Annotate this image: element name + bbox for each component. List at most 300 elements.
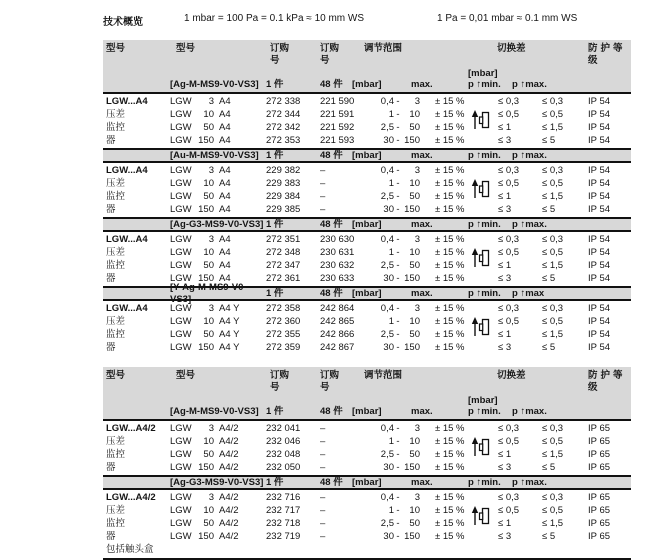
table-row	[103, 134, 631, 147]
range-separator: -	[396, 518, 400, 529]
range-min: 1	[388, 178, 394, 189]
diff-subheader	[464, 68, 510, 90]
model-suffix: A4	[219, 273, 231, 284]
p-min-cell: ≤ 0,3	[498, 303, 520, 314]
model-cell	[170, 134, 264, 147]
range-separator: -	[396, 273, 400, 284]
p-min-label: p ↑min.	[468, 406, 501, 417]
pressure-rise-icon	[470, 436, 492, 458]
model-cell	[170, 491, 264, 504]
order-single-cell: 272 359	[266, 342, 301, 353]
range-max: 3	[414, 165, 420, 176]
order-bulk-cell: –	[320, 191, 326, 202]
p-min-cell: ≤ 0,5	[498, 505, 520, 516]
model-prefix: LGW	[170, 329, 192, 340]
range-cell	[376, 448, 426, 461]
model-cell	[170, 302, 264, 315]
model-suffix: A4/2	[219, 449, 239, 460]
protection-cell: IP 54	[588, 96, 611, 107]
order-bulk-cell: –	[320, 204, 326, 215]
tolerance-cell: ± 15 %	[435, 109, 465, 120]
p-min-cell: ≤ 3	[498, 462, 512, 473]
conversion-secondary: 1 Pa = 0,01 mbar ≈ 0.1 mm WS	[437, 13, 578, 24]
p-min-cell: ≤ 0,5	[498, 109, 520, 120]
tolerance-cell: ± 15 %	[435, 492, 465, 503]
order-single-cell: 232 716	[266, 492, 301, 503]
range-min: 2,5	[380, 122, 394, 133]
range-separator: -	[396, 342, 400, 353]
protection-cell: IP 65	[588, 462, 611, 473]
protection-cell: IP 65	[588, 531, 611, 542]
p-min-cell: ≤ 1	[498, 122, 512, 133]
order-bulk-cell: –	[320, 462, 326, 473]
variant-code: [Y-Ag-M-MS9-V0-VS3]	[170, 281, 247, 305]
group-label-line: 器	[106, 531, 116, 542]
model-prefix: LGW	[170, 505, 192, 516]
model-size: 3	[208, 96, 214, 107]
model-prefix: LGW	[170, 178, 192, 189]
range-max: 50	[409, 449, 420, 460]
p-min-cell: ≤ 0,3	[498, 96, 520, 107]
tolerance-cell: ± 15 %	[435, 505, 465, 516]
range-cell	[376, 517, 426, 530]
tolerance-cell: ± 15 %	[435, 518, 465, 529]
model-group-label	[106, 302, 148, 354]
range-max: 150	[404, 462, 420, 473]
range-max: 3	[414, 492, 420, 503]
model-block	[103, 217, 631, 286]
tolerance-cell: ± 15 %	[435, 122, 465, 133]
model-cell	[170, 448, 264, 461]
variant-code: [Au-M-MS9-V0-VS3]	[170, 149, 259, 161]
variant-code: [Ag-G3-MS9-V0-VS3]	[170, 218, 264, 230]
model-cell	[170, 422, 264, 435]
range-unit-label: [mbar]	[352, 79, 382, 90]
range-cell	[376, 315, 426, 328]
range-cell	[376, 435, 426, 448]
range-unit-label: [mbar]	[352, 476, 382, 488]
order-bulk-cell: –	[320, 178, 326, 189]
page-title: 技术概览	[103, 17, 143, 28]
range-separator: -	[396, 462, 400, 473]
range-min: 1	[388, 247, 394, 258]
col-title-protection: 防护等级	[588, 43, 626, 66]
range-cell	[376, 302, 426, 315]
group-label-line: 监控	[106, 449, 126, 460]
variant-band	[103, 217, 631, 232]
range-cell	[376, 341, 426, 354]
range-cell	[376, 422, 426, 435]
p-max-cell: ≤ 1,5	[542, 518, 564, 529]
p-max-cell: ≤ 0,3	[542, 165, 564, 176]
table-row	[103, 108, 631, 121]
order-bulk-cell: 221 593	[320, 135, 355, 146]
tolerance-cell: ± 15 %	[435, 436, 465, 447]
model-cell	[170, 435, 264, 448]
tolerance-cell: ± 15 %	[435, 316, 465, 327]
table-footer	[103, 544, 631, 560]
model-group-label	[106, 164, 148, 216]
tolerance-cell: ± 15 %	[435, 423, 465, 434]
range-cell	[376, 203, 426, 216]
model-prefix: LGW	[170, 260, 192, 271]
model-size: 50	[203, 329, 214, 340]
protection-cell: IP 65	[588, 505, 611, 516]
order-bulk-cell: –	[320, 165, 326, 176]
range-separator: -	[396, 204, 400, 215]
variant-subheader-row	[103, 395, 631, 419]
col-title-model-group: 型号	[106, 43, 126, 54]
range-cell	[376, 177, 426, 190]
group-label-line: 压差	[106, 247, 126, 258]
range-separator: -	[396, 234, 400, 245]
range-min: 0,4	[380, 423, 394, 434]
range-min: 0,4	[380, 303, 394, 314]
col-title-model: 型号	[176, 43, 196, 54]
range-separator: -	[396, 303, 400, 314]
p-max-cell: ≤ 5	[542, 462, 556, 473]
p-max-cell: ≤ 5	[542, 273, 556, 284]
range-min: 1	[388, 436, 394, 447]
p-min-label: p ↑min.	[468, 149, 501, 161]
order-single-cell: 272 347	[266, 260, 301, 271]
range-max-label: max.	[411, 79, 433, 90]
range-min: 0,4	[380, 165, 394, 176]
model-cell	[170, 164, 264, 177]
model-prefix: LGW	[170, 273, 192, 284]
variant-code: [Ag-M-MS9-V0-VS3]	[170, 79, 259, 90]
tolerance-cell: ± 15 %	[435, 273, 465, 284]
block-rows	[103, 232, 631, 286]
model-prefix: LGW	[170, 531, 192, 542]
p-max-cell: ≤ 1,5	[542, 122, 564, 133]
protection-cell: IP 54	[588, 165, 611, 176]
model-cell	[170, 341, 264, 354]
p-max-cell: ≤ 5	[542, 531, 556, 542]
range-unit-label: [mbar]	[352, 149, 382, 161]
range-min: 30	[383, 531, 394, 542]
range-min: 2,5	[380, 191, 394, 202]
tolerance-cell: ± 15 %	[435, 204, 465, 215]
order-single-cell: 272 338	[266, 96, 301, 107]
protection-cell: IP 65	[588, 518, 611, 529]
table-row	[103, 448, 631, 461]
range-separator: -	[396, 449, 400, 460]
p-max-cell: ≤ 1,5	[542, 449, 564, 460]
order-bulk-cell: 242 866	[320, 329, 355, 340]
protection-cell: IP 54	[588, 109, 611, 120]
protection-cell: IP 65	[588, 449, 611, 460]
p-min-label: p ↑min.	[468, 476, 501, 488]
qty-single-label: 1 件	[266, 406, 284, 417]
range-max: 3	[414, 303, 420, 314]
col-title-order-single: 订购号	[270, 370, 290, 393]
p-max-cell: ≤ 0,5	[542, 178, 564, 189]
variant-band	[103, 148, 631, 163]
table-row	[103, 435, 631, 448]
table-row	[103, 233, 631, 246]
tolerance-cell: ± 15 %	[435, 462, 465, 473]
p-max-cell: ≤ 0,5	[542, 505, 564, 516]
p-max-cell: ≤ 0,3	[542, 492, 564, 503]
order-bulk-cell: 221 592	[320, 122, 355, 133]
order-bulk-cell: –	[320, 449, 326, 460]
qty-single-label: 1 件	[266, 476, 284, 488]
range-separator: -	[396, 260, 400, 271]
model-size: 150	[198, 462, 214, 473]
model-suffix: A4	[219, 178, 231, 189]
p-max-cell: ≤ 0,5	[542, 316, 564, 327]
order-bulk-cell: 221 590	[320, 96, 355, 107]
p-max-label: p ↑max.	[512, 149, 547, 161]
model-series-label: LGW...A4	[106, 303, 148, 314]
model-size: 50	[203, 122, 214, 133]
range-separator: -	[396, 247, 400, 258]
model-suffix: A4/2	[219, 518, 239, 529]
tolerance-cell: ± 15 %	[435, 303, 465, 314]
p-min-cell: ≤ 0,5	[498, 436, 520, 447]
model-cell	[170, 504, 264, 517]
table-row	[103, 190, 631, 203]
range-cell	[376, 121, 426, 134]
range-min: 1	[388, 316, 394, 327]
model-size: 10	[203, 109, 214, 120]
p-min-cell: ≤ 1	[498, 191, 512, 202]
model-group-label	[106, 95, 148, 147]
qty-bulk-label: 48 件	[320, 476, 343, 488]
model-size: 150	[198, 273, 214, 284]
block-rows	[103, 301, 631, 355]
p-max-label: p ↑max	[512, 287, 545, 299]
model-prefix: LGW	[170, 204, 192, 215]
range-min: 30	[383, 342, 394, 353]
model-series-label: LGW...A4	[106, 96, 148, 107]
tolerance-cell: ± 15 %	[435, 247, 465, 258]
range-cell	[376, 491, 426, 504]
group-label-line: 压差	[106, 436, 126, 447]
range-cell	[376, 328, 426, 341]
p-min-cell: ≤ 3	[498, 204, 512, 215]
protection-cell: IP 54	[588, 234, 611, 245]
range-max: 150	[404, 135, 420, 146]
order-single-cell: 229 383	[266, 178, 301, 189]
range-cell	[376, 134, 426, 147]
col-title-range: 调节范围	[364, 43, 403, 54]
protection-cell: IP 54	[588, 273, 611, 284]
model-size: 3	[208, 165, 214, 176]
model-cell	[170, 108, 264, 121]
model-prefix: LGW	[170, 96, 192, 107]
model-size: 150	[198, 135, 214, 146]
variant-band	[103, 475, 631, 490]
order-bulk-cell: 230 632	[320, 260, 355, 271]
range-separator: -	[396, 492, 400, 503]
p-max-cell: ≤ 5	[542, 204, 556, 215]
order-bulk-cell: –	[320, 492, 326, 503]
p-min-cell: ≤ 3	[498, 273, 512, 284]
qty-bulk-label: 48 件	[320, 218, 343, 230]
tolerance-cell: ± 15 %	[435, 165, 465, 176]
range-cell	[376, 272, 426, 285]
model-suffix: A4/2	[219, 436, 239, 447]
model-cell	[170, 203, 264, 216]
model-prefix: LGW	[170, 423, 192, 434]
protection-cell: IP 54	[588, 191, 611, 202]
conversion-primary: 1 mbar = 100 Pa = 0.1 kPa ≈ 10 mm WS	[184, 13, 365, 24]
table-row	[103, 95, 631, 108]
range-separator: -	[396, 505, 400, 516]
range-separator: -	[396, 531, 400, 542]
model-prefix: LGW	[170, 518, 192, 529]
group-label-line: 监控	[106, 122, 126, 133]
group-label-line: 压差	[106, 316, 126, 327]
range-min: 1	[388, 109, 394, 120]
model-size: 3	[208, 234, 214, 245]
model-suffix: A4 Y	[219, 316, 240, 327]
model-cell	[170, 177, 264, 190]
table-row	[103, 315, 631, 328]
p-max-cell: ≤ 0,3	[542, 96, 564, 107]
qty-single-label: 1 件	[266, 79, 284, 90]
model-prefix: LGW	[170, 449, 192, 460]
order-bulk-cell: 242 867	[320, 342, 355, 353]
pressure-rise-icon	[470, 316, 492, 338]
block-rows	[103, 490, 631, 544]
range-separator: -	[396, 316, 400, 327]
model-cell	[170, 246, 264, 259]
model-size: 150	[198, 531, 214, 542]
model-prefix: LGW	[170, 247, 192, 258]
model-cell	[170, 315, 264, 328]
p-max-label: p ↑max.	[512, 218, 547, 230]
pressure-rise-icon	[470, 247, 492, 269]
model-suffix: A4	[219, 109, 231, 120]
model-suffix: A4/2	[219, 462, 239, 473]
range-separator: -	[396, 135, 400, 146]
table-row	[103, 164, 631, 177]
model-size: 10	[203, 505, 214, 516]
range-max-label: max.	[411, 149, 433, 161]
order-bulk-cell: –	[320, 531, 326, 542]
model-block	[103, 421, 631, 475]
table-row	[103, 177, 631, 190]
range-cell	[376, 190, 426, 203]
range-max-label: max.	[411, 476, 433, 488]
order-single-cell: 232 718	[266, 518, 301, 529]
diff-unit-label: [mbar]	[468, 395, 498, 406]
table-row	[103, 328, 631, 341]
range-max: 150	[404, 342, 420, 353]
model-size: 10	[203, 436, 214, 447]
order-bulk-cell: –	[320, 505, 326, 516]
range-cell	[376, 246, 426, 259]
model-prefix: LGW	[170, 234, 192, 245]
model-size: 10	[203, 316, 214, 327]
col-title-order-bulk: 订购号	[320, 370, 340, 393]
column-titles-row	[103, 43, 631, 68]
range-max: 3	[414, 423, 420, 434]
table-row	[103, 246, 631, 259]
model-size: 150	[198, 342, 214, 353]
model-block	[103, 148, 631, 217]
model-suffix: A4/2	[219, 423, 239, 434]
table-row	[103, 422, 631, 435]
order-single-cell: 272 348	[266, 247, 301, 258]
model-suffix: A4	[219, 165, 231, 176]
p-max-cell: ≤ 0,5	[542, 109, 564, 120]
variant-subheader-row	[103, 68, 631, 92]
range-max: 10	[409, 316, 420, 327]
range-separator: -	[396, 122, 400, 133]
range-max: 150	[404, 531, 420, 542]
protection-cell: IP 54	[588, 122, 611, 133]
p-max-cell: ≤ 5	[542, 135, 556, 146]
range-max: 3	[414, 96, 420, 107]
range-min: 30	[383, 462, 394, 473]
model-prefix: LGW	[170, 303, 192, 314]
p-min-cell: ≤ 0,3	[498, 234, 520, 245]
range-separator: -	[396, 436, 400, 447]
order-single-cell: 272 342	[266, 122, 301, 133]
group-label-line: 压差	[106, 505, 126, 516]
range-separator: -	[396, 96, 400, 107]
spec-table	[103, 40, 631, 355]
range-separator: -	[396, 191, 400, 202]
range-max: 150	[404, 204, 420, 215]
p-min-label: p ↑min.	[468, 287, 501, 299]
variant-code: [Ag-G3-MS9-V0-VS3]	[170, 476, 264, 488]
order-bulk-cell: –	[320, 518, 326, 529]
qty-bulk-label: 48 件	[320, 406, 343, 417]
tolerance-cell: ± 15 %	[435, 531, 465, 542]
order-single-cell: 272 353	[266, 135, 301, 146]
qty-single-label: 1 件	[266, 149, 284, 161]
table-row	[103, 491, 631, 504]
p-min-cell: ≤ 0,5	[498, 316, 520, 327]
group-label-line: 器	[106, 462, 116, 473]
range-max: 10	[409, 109, 420, 120]
p-max-cell: ≤ 0,5	[542, 436, 564, 447]
p-min-cell: ≤ 1	[498, 449, 512, 460]
p-min-cell: ≤ 0,5	[498, 178, 520, 189]
range-max: 50	[409, 191, 420, 202]
table-row	[103, 517, 631, 530]
p-min-cell: ≤ 3	[498, 531, 512, 542]
p-max-cell: ≤ 0,3	[542, 234, 564, 245]
model-suffix: A4 Y	[219, 303, 240, 314]
range-separator: -	[396, 165, 400, 176]
diff-unit-label: [mbar]	[468, 68, 498, 79]
p-min-cell: ≤ 3	[498, 342, 512, 353]
range-max: 150	[404, 273, 420, 284]
model-cell	[170, 95, 264, 108]
model-series-label: LGW...A4/2	[106, 492, 156, 503]
order-single-cell: 229 382	[266, 165, 301, 176]
group-label-line: 压差	[106, 109, 126, 120]
p-max-cell: ≤ 0,3	[542, 303, 564, 314]
model-cell	[170, 272, 264, 285]
order-single-cell: 272 358	[266, 303, 301, 314]
tolerance-cell: ± 15 %	[435, 135, 465, 146]
range-cell	[376, 233, 426, 246]
range-unit-label: [mbar]	[352, 287, 382, 299]
protection-cell: IP 65	[588, 436, 611, 447]
range-min: 2,5	[380, 329, 394, 340]
model-group-label	[106, 233, 148, 285]
model-prefix: LGW	[170, 342, 192, 353]
qty-bulk-label: 48 件	[320, 287, 343, 299]
tolerance-cell: ± 15 %	[435, 234, 465, 245]
